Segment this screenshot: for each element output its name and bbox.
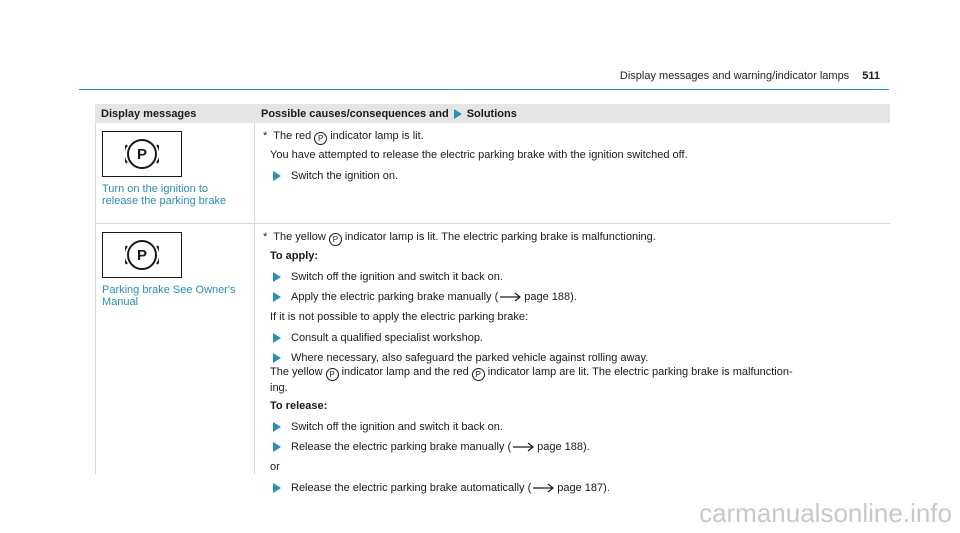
play-arrow-icon bbox=[273, 171, 281, 181]
solution-step: Where necessary, also safeguard the parked vehicle against rolling away. bbox=[273, 351, 880, 365]
parking-lamp-icon: P bbox=[326, 368, 339, 381]
watermark: carmanualsonline.info bbox=[699, 498, 952, 528]
solution-step: Consult a qualified specialist workshop. bbox=[273, 331, 880, 345]
page-reference-link[interactable]: page 187). bbox=[557, 482, 610, 494]
messages-table bbox=[95, 104, 890, 494]
running-header bbox=[620, 70, 880, 82]
solution-step: Apply the electric parking brake manually ( page 188). bbox=[273, 290, 880, 304]
cause-line: The yellow P indicator lamp and the red P indicator lamp are lit. The electric parking brake is malfunction- bbox=[270, 366, 793, 379]
table-header bbox=[95, 104, 890, 123]
page-reference-arrow-icon bbox=[500, 292, 522, 302]
apply-heading: To apply: bbox=[270, 250, 319, 262]
page-reference-arrow-icon bbox=[513, 442, 535, 452]
page-reference-link[interactable]: page 188). bbox=[537, 441, 590, 453]
col-header-display-messages: Display messages bbox=[101, 107, 197, 120]
parking-lamp-icon: P bbox=[314, 132, 327, 145]
parking-brake-icon bbox=[102, 131, 182, 177]
table-row bbox=[95, 123, 890, 224]
svg-text:P: P bbox=[136, 247, 148, 264]
play-arrow-icon bbox=[273, 333, 281, 343]
play-arrow-icon bbox=[273, 353, 281, 363]
solution-step: Switch off the ignition and switch it back on. bbox=[273, 270, 880, 284]
svg-text:P: P bbox=[136, 146, 148, 163]
page-reference-arrow-icon bbox=[533, 483, 555, 493]
col-header-causes: Possible causes/consequences and Solutions bbox=[261, 107, 517, 120]
solution-step: Switch off the ignition and switch it back on. bbox=[273, 420, 880, 434]
solution-step: Release the electric parking brake manually ( page 188). bbox=[273, 440, 880, 454]
table-row bbox=[95, 224, 890, 494]
header-rule bbox=[79, 89, 889, 90]
play-arrow-icon bbox=[454, 109, 462, 119]
play-arrow-icon bbox=[273, 483, 281, 493]
consequence-text: You have attempted to release the electric parking brake with the ignition switched off. bbox=[270, 149, 688, 161]
solution-cell bbox=[255, 224, 890, 494]
condition-text: If it is not possible to apply the electric parking brake: bbox=[270, 311, 529, 323]
solution-step: Switch the ignition on. bbox=[273, 169, 880, 183]
solution-step: Release the electric parking brake automatically ( page 187). bbox=[273, 481, 880, 495]
play-arrow-icon bbox=[273, 422, 281, 432]
display-message-cell bbox=[95, 224, 255, 474]
play-arrow-icon bbox=[273, 442, 281, 452]
parking-brake-icon bbox=[102, 232, 182, 278]
cause-line-cont: ing. bbox=[270, 382, 288, 394]
display-message-cell bbox=[95, 123, 255, 223]
parking-lamp-icon: P bbox=[329, 233, 342, 246]
cause-line: * The yellow P indicator lamp is lit. The electric parking brake is malfunctioning. bbox=[263, 231, 656, 244]
parking-lamp-icon: P bbox=[472, 368, 485, 381]
or-text: or bbox=[270, 461, 280, 473]
play-arrow-icon bbox=[273, 292, 281, 302]
page-reference-link[interactable]: page 188). bbox=[524, 291, 577, 303]
page-number: 511 bbox=[862, 70, 880, 82]
message-text: Parking brake See Owner's Manual bbox=[102, 284, 236, 308]
cause-line: * The red P indicator lamp is lit. bbox=[263, 130, 424, 143]
running-title: Display messages and warning/indicator lamps bbox=[619, 70, 850, 82]
release-heading: To release: bbox=[270, 400, 328, 412]
play-arrow-icon bbox=[273, 272, 281, 282]
message-text: Turn on the ignition to release the parking brake bbox=[102, 183, 227, 207]
solution-cell bbox=[255, 123, 890, 223]
